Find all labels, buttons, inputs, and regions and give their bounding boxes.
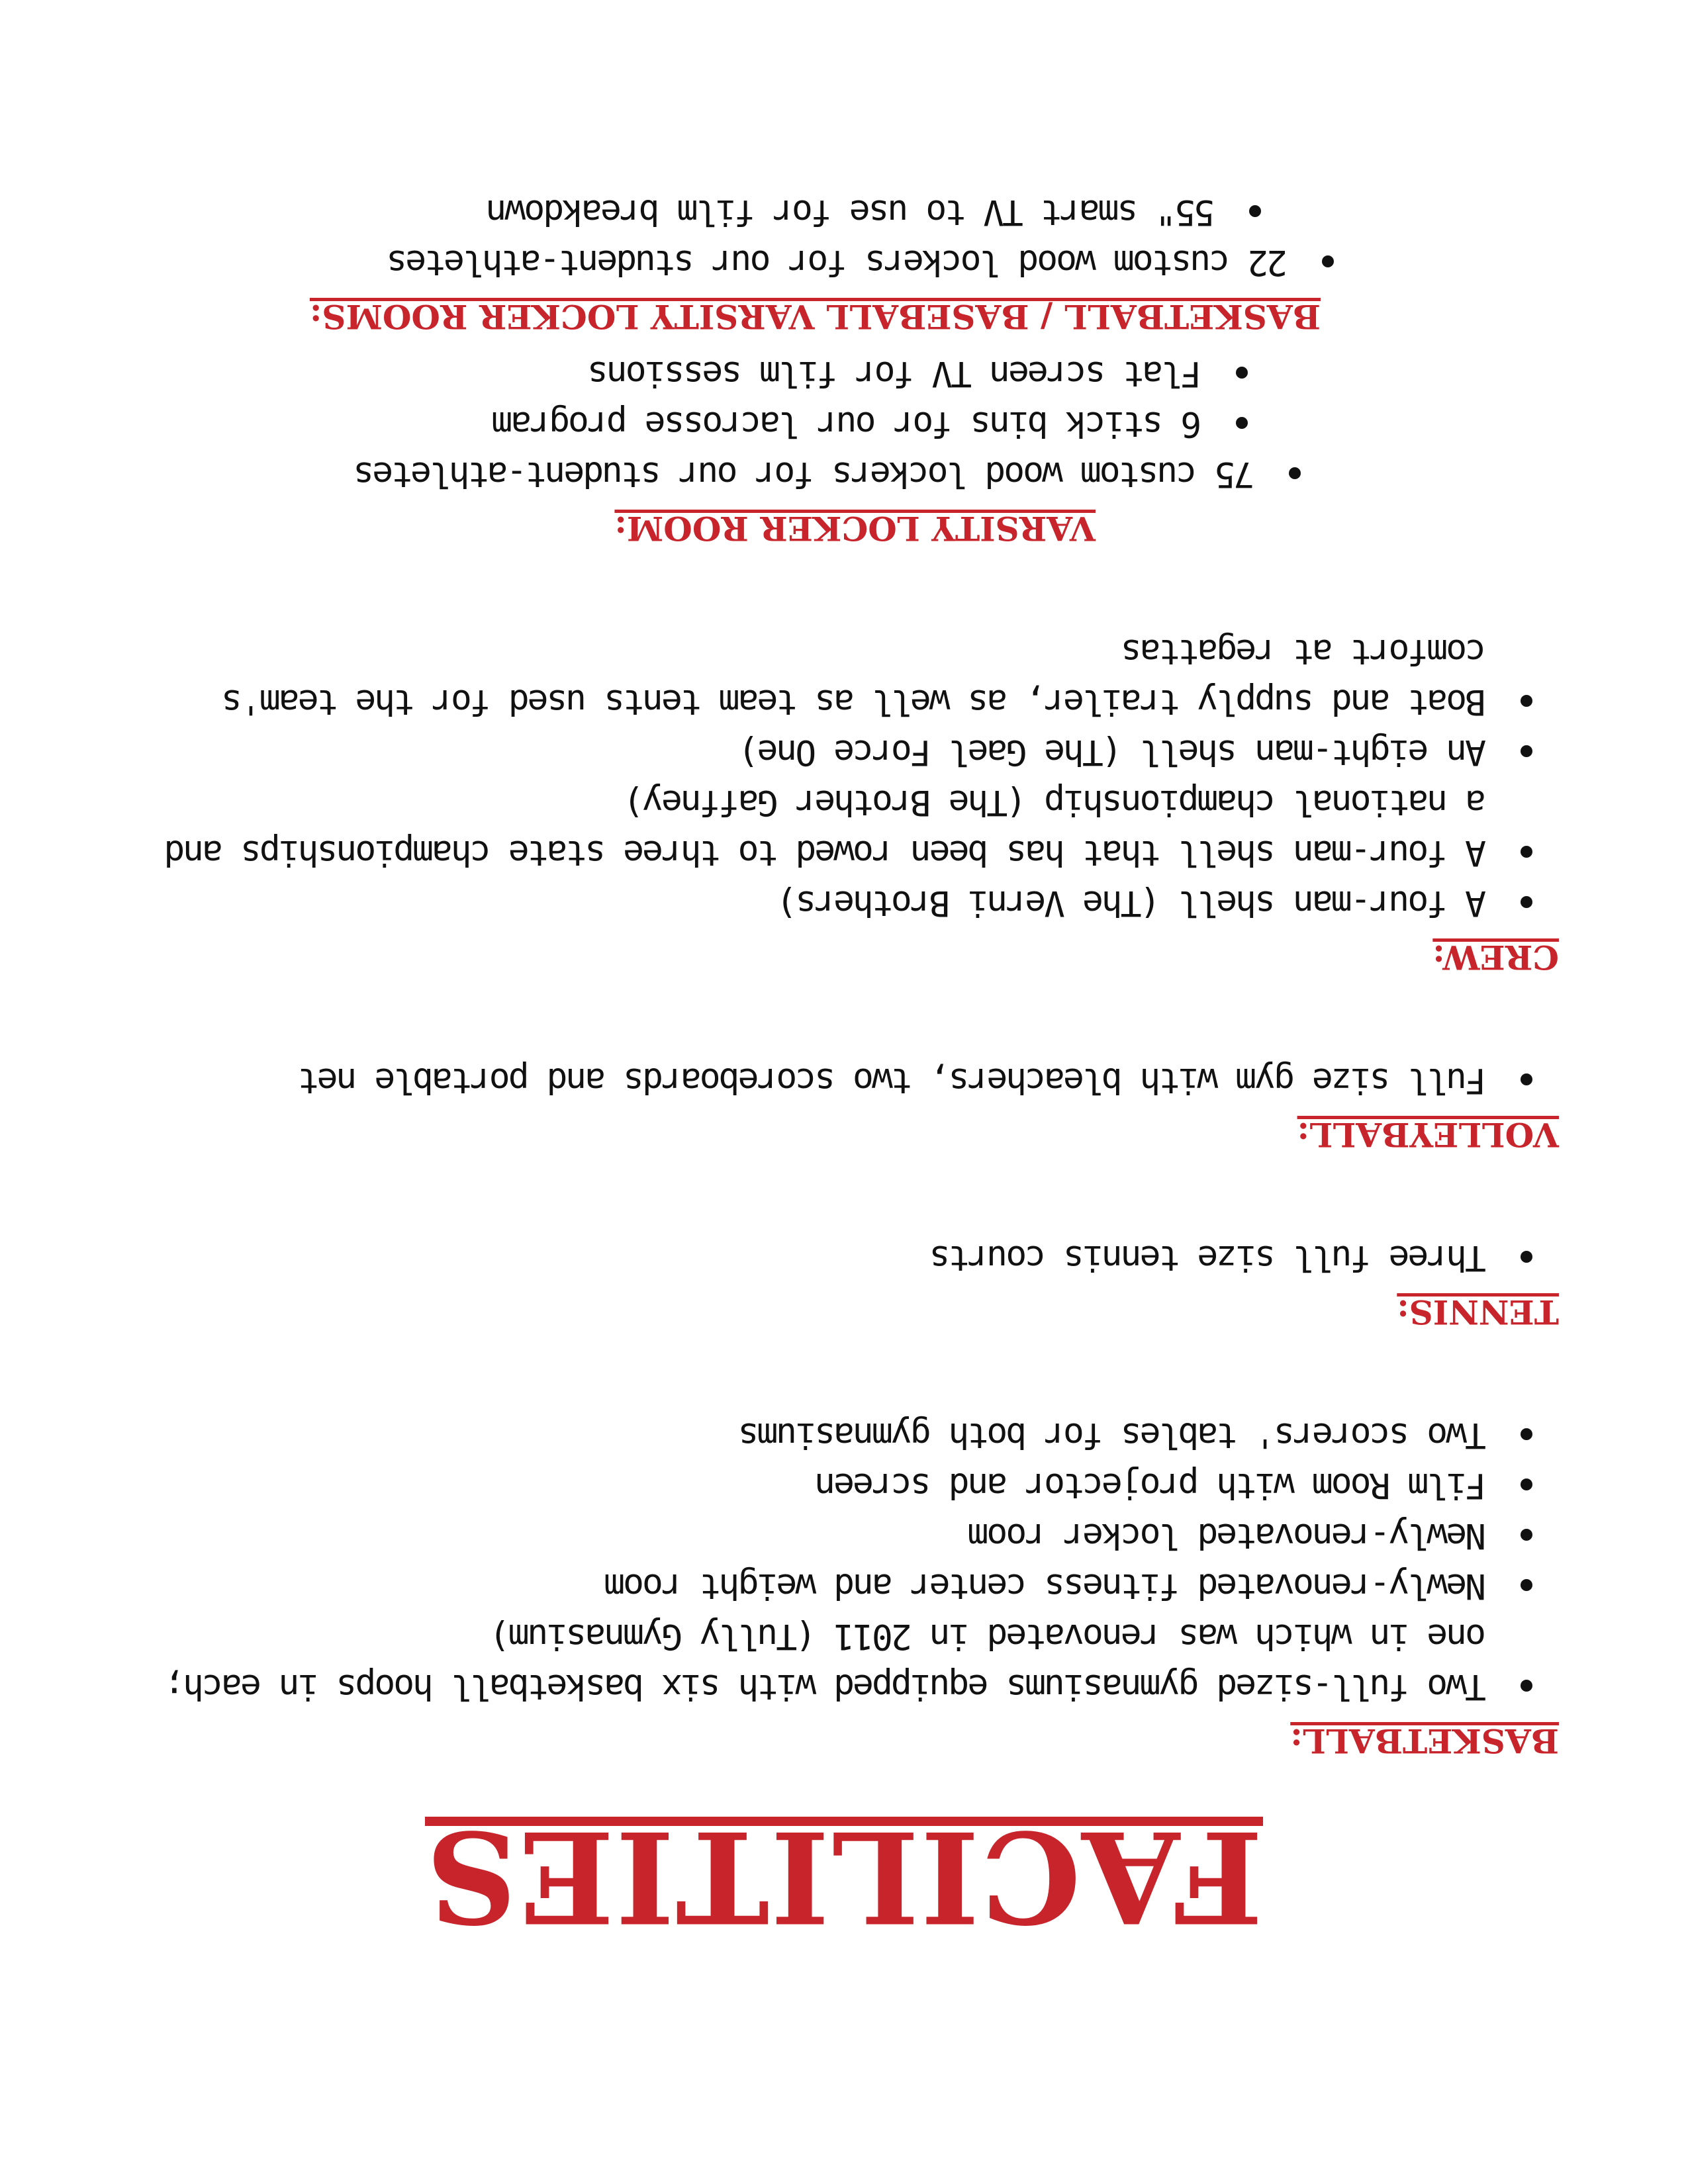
list-item-text: Two full-sized gymnasiums equipped with six basketball hoops in each; one in which was renovated in 2011 (Tully Gymnasium) [165, 1616, 1486, 1707]
bullet-icon [1521, 1579, 1532, 1591]
bullet-icon [1521, 745, 1532, 757]
list-item-text: An eight-man shell (The Gael Force One) [739, 732, 1486, 772]
bullet-icon [1521, 846, 1532, 858]
list-item-text: A four-man shell that has been rowed to three state championships and a national championship (The Brother Gaffney) [165, 782, 1486, 873]
list-item-text: Full size gym with bleachers, two scoreboards and portable net [299, 1060, 1486, 1101]
section-basketball-baseball-locker-rooms [142, 187, 1559, 336]
bullet-icon [1521, 896, 1532, 908]
list-item-text: Boat and supply trailer, as well as team tents used for the team's comfort at regattas [223, 631, 1486, 722]
list-item-text: Two scorers' tables for both gymnasiums [739, 1415, 1486, 1455]
list-item-text: Newly-renovated fitness center and weight room [606, 1566, 1486, 1606]
bullet-icon [1322, 255, 1334, 267]
bullet-icon [1236, 417, 1248, 429]
bullet-list [142, 626, 1559, 928]
list-item [142, 398, 1559, 449]
section-volleyball [142, 1055, 1559, 1154]
list-item [142, 1055, 1559, 1105]
section-heading-volleyball: VOLLEYBALL: [1297, 1115, 1559, 1154]
section-heading-basketball: BASKETBALL: [1290, 1721, 1559, 1760]
bullet-icon [1521, 1428, 1532, 1440]
list-item-text: 55" smart TV to use for film breakdown [487, 192, 1215, 232]
list-item-text: Flat screen TV for film sessions [588, 353, 1201, 394]
list-item-text: 6 stick bins for our lacrosse program [493, 404, 1201, 444]
list-item-text: 22 custom wood lockers for our student-athletes [388, 242, 1288, 283]
section-basketball [142, 1410, 1559, 1760]
list-item [142, 237, 1559, 287]
list-item [142, 727, 1559, 777]
section-heading-crew: CREW: [1432, 938, 1559, 977]
bullet-list [142, 348, 1559, 499]
section-heading-varsity-locker-room: VARSITY LOCKER ROOM: [614, 509, 1096, 548]
bullet-icon [1289, 467, 1301, 479]
list-item [142, 1510, 1559, 1561]
bullet-icon [1521, 1251, 1532, 1263]
bullet-list [142, 1232, 1559, 1283]
list-item [142, 449, 1559, 499]
bullet-icon [1249, 205, 1261, 217]
bullet-list [142, 1055, 1559, 1105]
list-item [142, 187, 1559, 237]
page-title: FACILITIES [424, 1803, 1264, 1950]
section-tennis [142, 1232, 1559, 1332]
list-item [142, 1611, 1559, 1711]
list-item-text: A four-man shell (The Verni Brothers) [778, 883, 1486, 923]
list-item [142, 1561, 1559, 1611]
list-item [142, 626, 1559, 727]
list-item [142, 348, 1559, 398]
section-crew [142, 626, 1559, 977]
bullet-list [142, 187, 1559, 287]
bullet-icon [1521, 1073, 1532, 1085]
list-item [142, 777, 1559, 878]
list-item [142, 1232, 1559, 1283]
section-heading-basketball-baseball-locker-rooms: BASKETBALL / BASEBALL VARSITY LOCKER ROOMS: [309, 297, 1321, 336]
section-varsity-locker-room [142, 348, 1559, 548]
bullet-icon [1521, 695, 1532, 707]
list-item-text: Newly-renovated locker room [969, 1516, 1486, 1556]
bullet-list [142, 1410, 1559, 1711]
section-heading-tennis: TENNIS: [1397, 1293, 1559, 1332]
list-item [142, 1410, 1559, 1460]
list-item [142, 878, 1559, 928]
bullet-icon [1236, 367, 1248, 379]
list-item [142, 1460, 1559, 1510]
bullet-icon [1521, 1529, 1532, 1541]
list-item-text: Three full size tennis courts [931, 1238, 1486, 1278]
bullet-icon [1521, 1680, 1532, 1692]
list-item-text: Film Room with projector and screen [816, 1465, 1486, 1506]
bullet-icon [1521, 1479, 1532, 1490]
document-body [142, 109, 1559, 1760]
list-item-text: 75 custom wood lockers for our student-athletes [355, 454, 1254, 494]
